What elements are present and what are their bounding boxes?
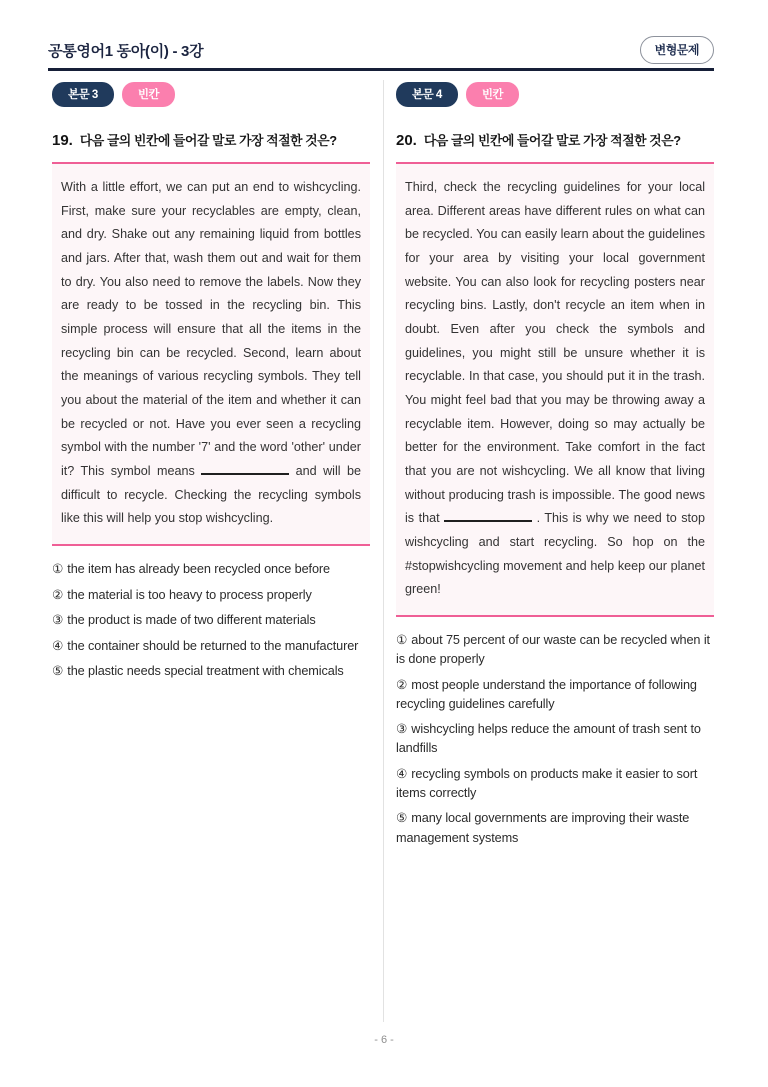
- answer-option: [52, 586, 370, 605]
- question-20-tags: [396, 82, 714, 107]
- answer-option: [396, 631, 714, 669]
- passage-text-after-blank: . This is why we need to stop wishcycling and start recycling. So hop on the #stopwishcycling movement and help keep our planet green!: [405, 511, 706, 597]
- answer-option: [52, 662, 370, 681]
- fill-in-blank-line: [201, 464, 289, 475]
- answer-option: [396, 676, 714, 714]
- left-column: [52, 80, 370, 1022]
- question-20-passage: [396, 162, 714, 617]
- option-text: the item has already been recycled once before: [67, 562, 330, 577]
- option-text: the plastic needs special treatment with chemicals: [67, 664, 344, 679]
- question-prompt: 다음 글의 빈칸에 들어갈 말로 가장 적절한 것은?: [423, 133, 681, 148]
- option-text: about 75 percent of our waste can be recycled when it is done properly: [396, 633, 710, 667]
- option-text: recycling symbols on products make it easier to sort items correctly: [396, 766, 698, 800]
- answer-option: [396, 720, 714, 758]
- option-marker: ④: [396, 766, 408, 781]
- passage-text-before-blank: With a little effort, we can put an end to wishcycling. First, make sure your recyclables are empty, clean, and dry. Shake out any remaining liquid from bottles and jars. After that, wash them out and wait for them to dry. You also need to remove the labels. Now they are ready to be tossed in the recycling bin. This simple process will ensure that all the items in the recycling bin can be recycled. Second, learn about the meanings of various recycling symbols. They tell you about the material of the item and whether it can be recycled or not. Have you ever seen a recycling symbol with the number '7' and the word 'other' under it? This symbol means: [61, 180, 361, 479]
- two-column-content: [52, 80, 714, 1022]
- answer-option: [52, 611, 370, 630]
- fill-in-blank-line: [444, 512, 532, 523]
- header-divider-rule: [48, 68, 714, 71]
- column-divider: [383, 80, 384, 1022]
- option-marker: ②: [52, 587, 64, 602]
- answer-option: [396, 765, 714, 803]
- option-marker: ③: [396, 722, 408, 737]
- variant-problem-badge: 변형문제: [640, 36, 714, 64]
- option-marker: ④: [52, 638, 64, 653]
- question-19-title: [52, 130, 370, 149]
- passage-text-after-blank: and will be difficult to recycle. Checking the recycling symbols like this will help you stop wishcycling.: [61, 464, 361, 526]
- option-text: the container should be returned to the manufacturer: [67, 638, 359, 653]
- option-marker: ⑤: [52, 664, 64, 679]
- option-text: wishcycling helps reduce the amount of trash sent to landfills: [396, 722, 701, 756]
- page-number: - 6 -: [374, 1034, 394, 1046]
- question-20-options: [396, 631, 714, 847]
- option-marker: ⑤: [396, 811, 408, 826]
- question-19-tags: [52, 82, 370, 107]
- answer-option: [52, 560, 370, 579]
- option-marker: ③: [52, 613, 64, 628]
- option-marker: ①: [52, 562, 64, 577]
- question-19-options: [52, 560, 370, 681]
- question-20-title: [396, 130, 714, 149]
- option-text: many local governments are improving their waste management systems: [396, 811, 690, 845]
- question-number: 20.: [396, 132, 417, 149]
- page-header: [48, 36, 714, 64]
- option-marker: ②: [396, 677, 408, 692]
- right-column: [396, 80, 714, 1022]
- question-19-passage: [52, 162, 370, 546]
- question-prompt: 다음 글의 빈칸에 들어갈 말로 가장 적절한 것은?: [79, 133, 337, 148]
- option-marker: ①: [396, 633, 408, 648]
- option-text: most people understand the importance of following recycling guidelines carefully: [396, 677, 697, 711]
- source-tag: 본문 3: [52, 82, 114, 107]
- answer-option: [396, 809, 714, 847]
- page-title: 공통영어1 동아(이) - 3강: [48, 42, 204, 60]
- question-number: 19.: [52, 132, 73, 149]
- option-text: the material is too heavy to process properly: [67, 587, 312, 602]
- type-tag: 빈칸: [466, 82, 519, 107]
- passage-text-before-blank: Third, check the recycling guidelines for your local area. Different areas have different rules on what can be recycled. You can easily learn about the guidelines for your area by visiting your local government website. You can also look for recycling posters near recycling bins. Lastly, don't recycle an item when in doubt. Even after you check the symbols and guidelines, you might still be unsure whether it is recyclable. In that case, you should put it in the trash. You might feel bad that you may be throwing away a recyclable item. However, doing so may actually be better for the environment. Take comfort in the fact that you are not wishcycling. We all know that living without producing trash is impossible. The good news is that: [405, 180, 705, 526]
- source-tag: 본문 4: [396, 82, 458, 107]
- answer-option: [52, 637, 370, 656]
- option-text: the product is made of two different materials: [67, 613, 316, 628]
- type-tag: 빈칸: [122, 82, 175, 107]
